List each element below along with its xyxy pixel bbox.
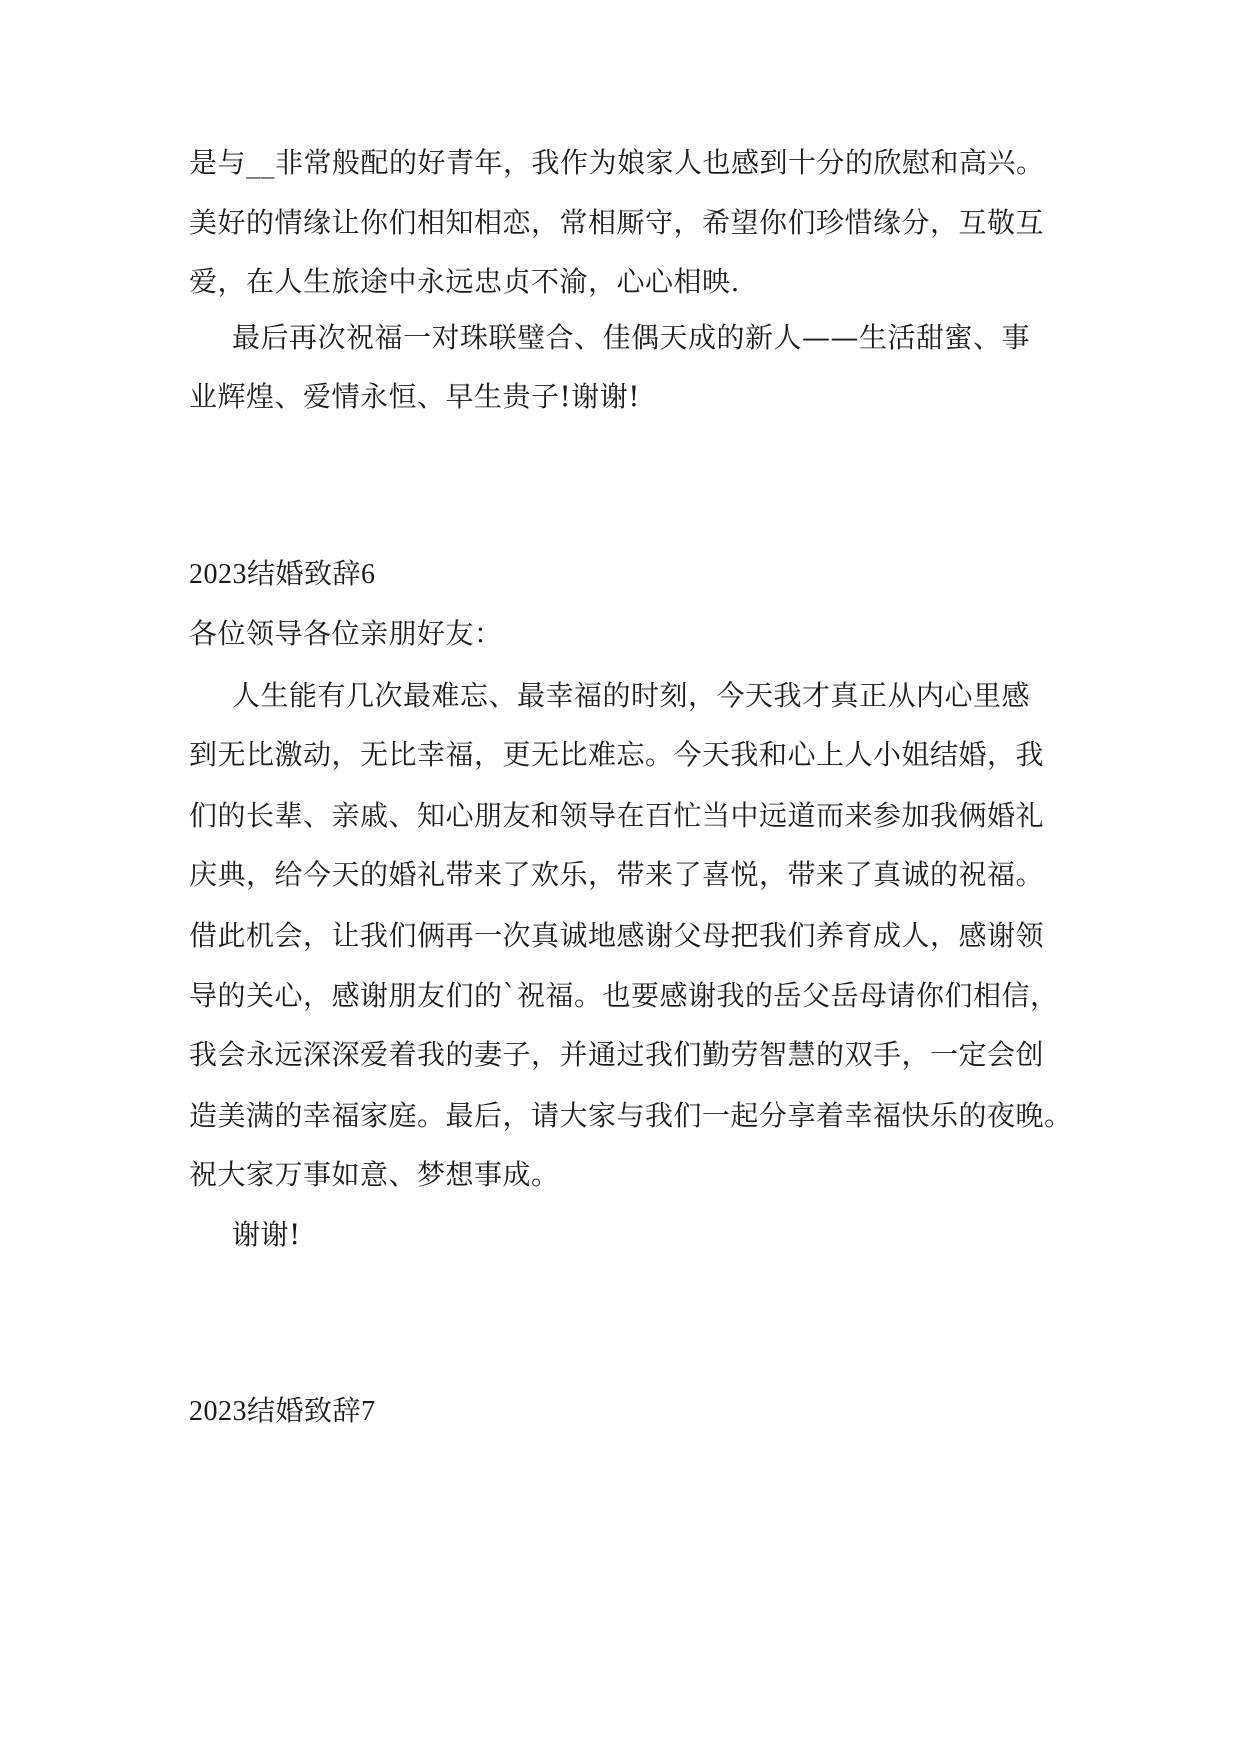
section-title: 2023结婚致辞6 [189,559,376,590]
paragraph-line: 我会永远深深爱着我的妻子，并通过我们勤劳智慧的双手，一定会创 [189,1038,1045,1071]
paragraph-line: 人生能有几次最难忘、最幸福的时刻，今天我才真正从内心里感 [232,679,1031,712]
paragraph-line: 是与__非常般配的好青年，我作为娘家人也感到十分的欣慰和高兴。 [189,146,1045,179]
paragraph-line: 祝大家万事如意、梦想事成。 [189,1158,560,1191]
salutation: 各位领导各位亲朋好友： [189,617,503,650]
paragraph-line: 们的长辈、亲戚、知心朋友和领导在百忙当中远道而来参加我俩婚礼 [189,799,1045,832]
paragraph-line: 最后再次祝福一对珠联璧合、佳偶天成的新人——生活甜蜜、事 [232,321,1031,354]
paragraph-line: 借此机会，让我们俩再一次真诚地感谢父母把我们养育成人，感谢领 [189,919,1045,952]
paragraph-line: 庆典，给今天的婚礼带来了欢乐，带来了喜悦，带来了真诚的祝福。 [189,858,1045,891]
paragraph-line: 业辉煌、爱情永恒、早生贵子!谢谢! [189,380,641,413]
paragraph-line: 导的关心，感谢朋友们的`祝福。也要感谢我的岳父岳母请你们相信， [189,979,1059,1012]
paragraph-line: 爱，在人生旅途中永远忠贞不渝，心心相映. [189,265,740,298]
thanks-line: 谢谢! [232,1218,301,1251]
paragraph-line: 造美满的幸福家庭。最后，请大家与我们一起分享着幸福快乐的夜晚。 [189,1099,1073,1132]
section-title: 2023结婚致辞7 [189,1396,376,1427]
paragraph-line: 到无比激动，无比幸福，更无比难忘。今天我和心上人小姐结婚，我 [189,738,1045,771]
paragraph-line: 美好的情缘让你们相知相恋，常相厮守，希望你们珍惜缘分，互敬互 [189,206,1045,239]
